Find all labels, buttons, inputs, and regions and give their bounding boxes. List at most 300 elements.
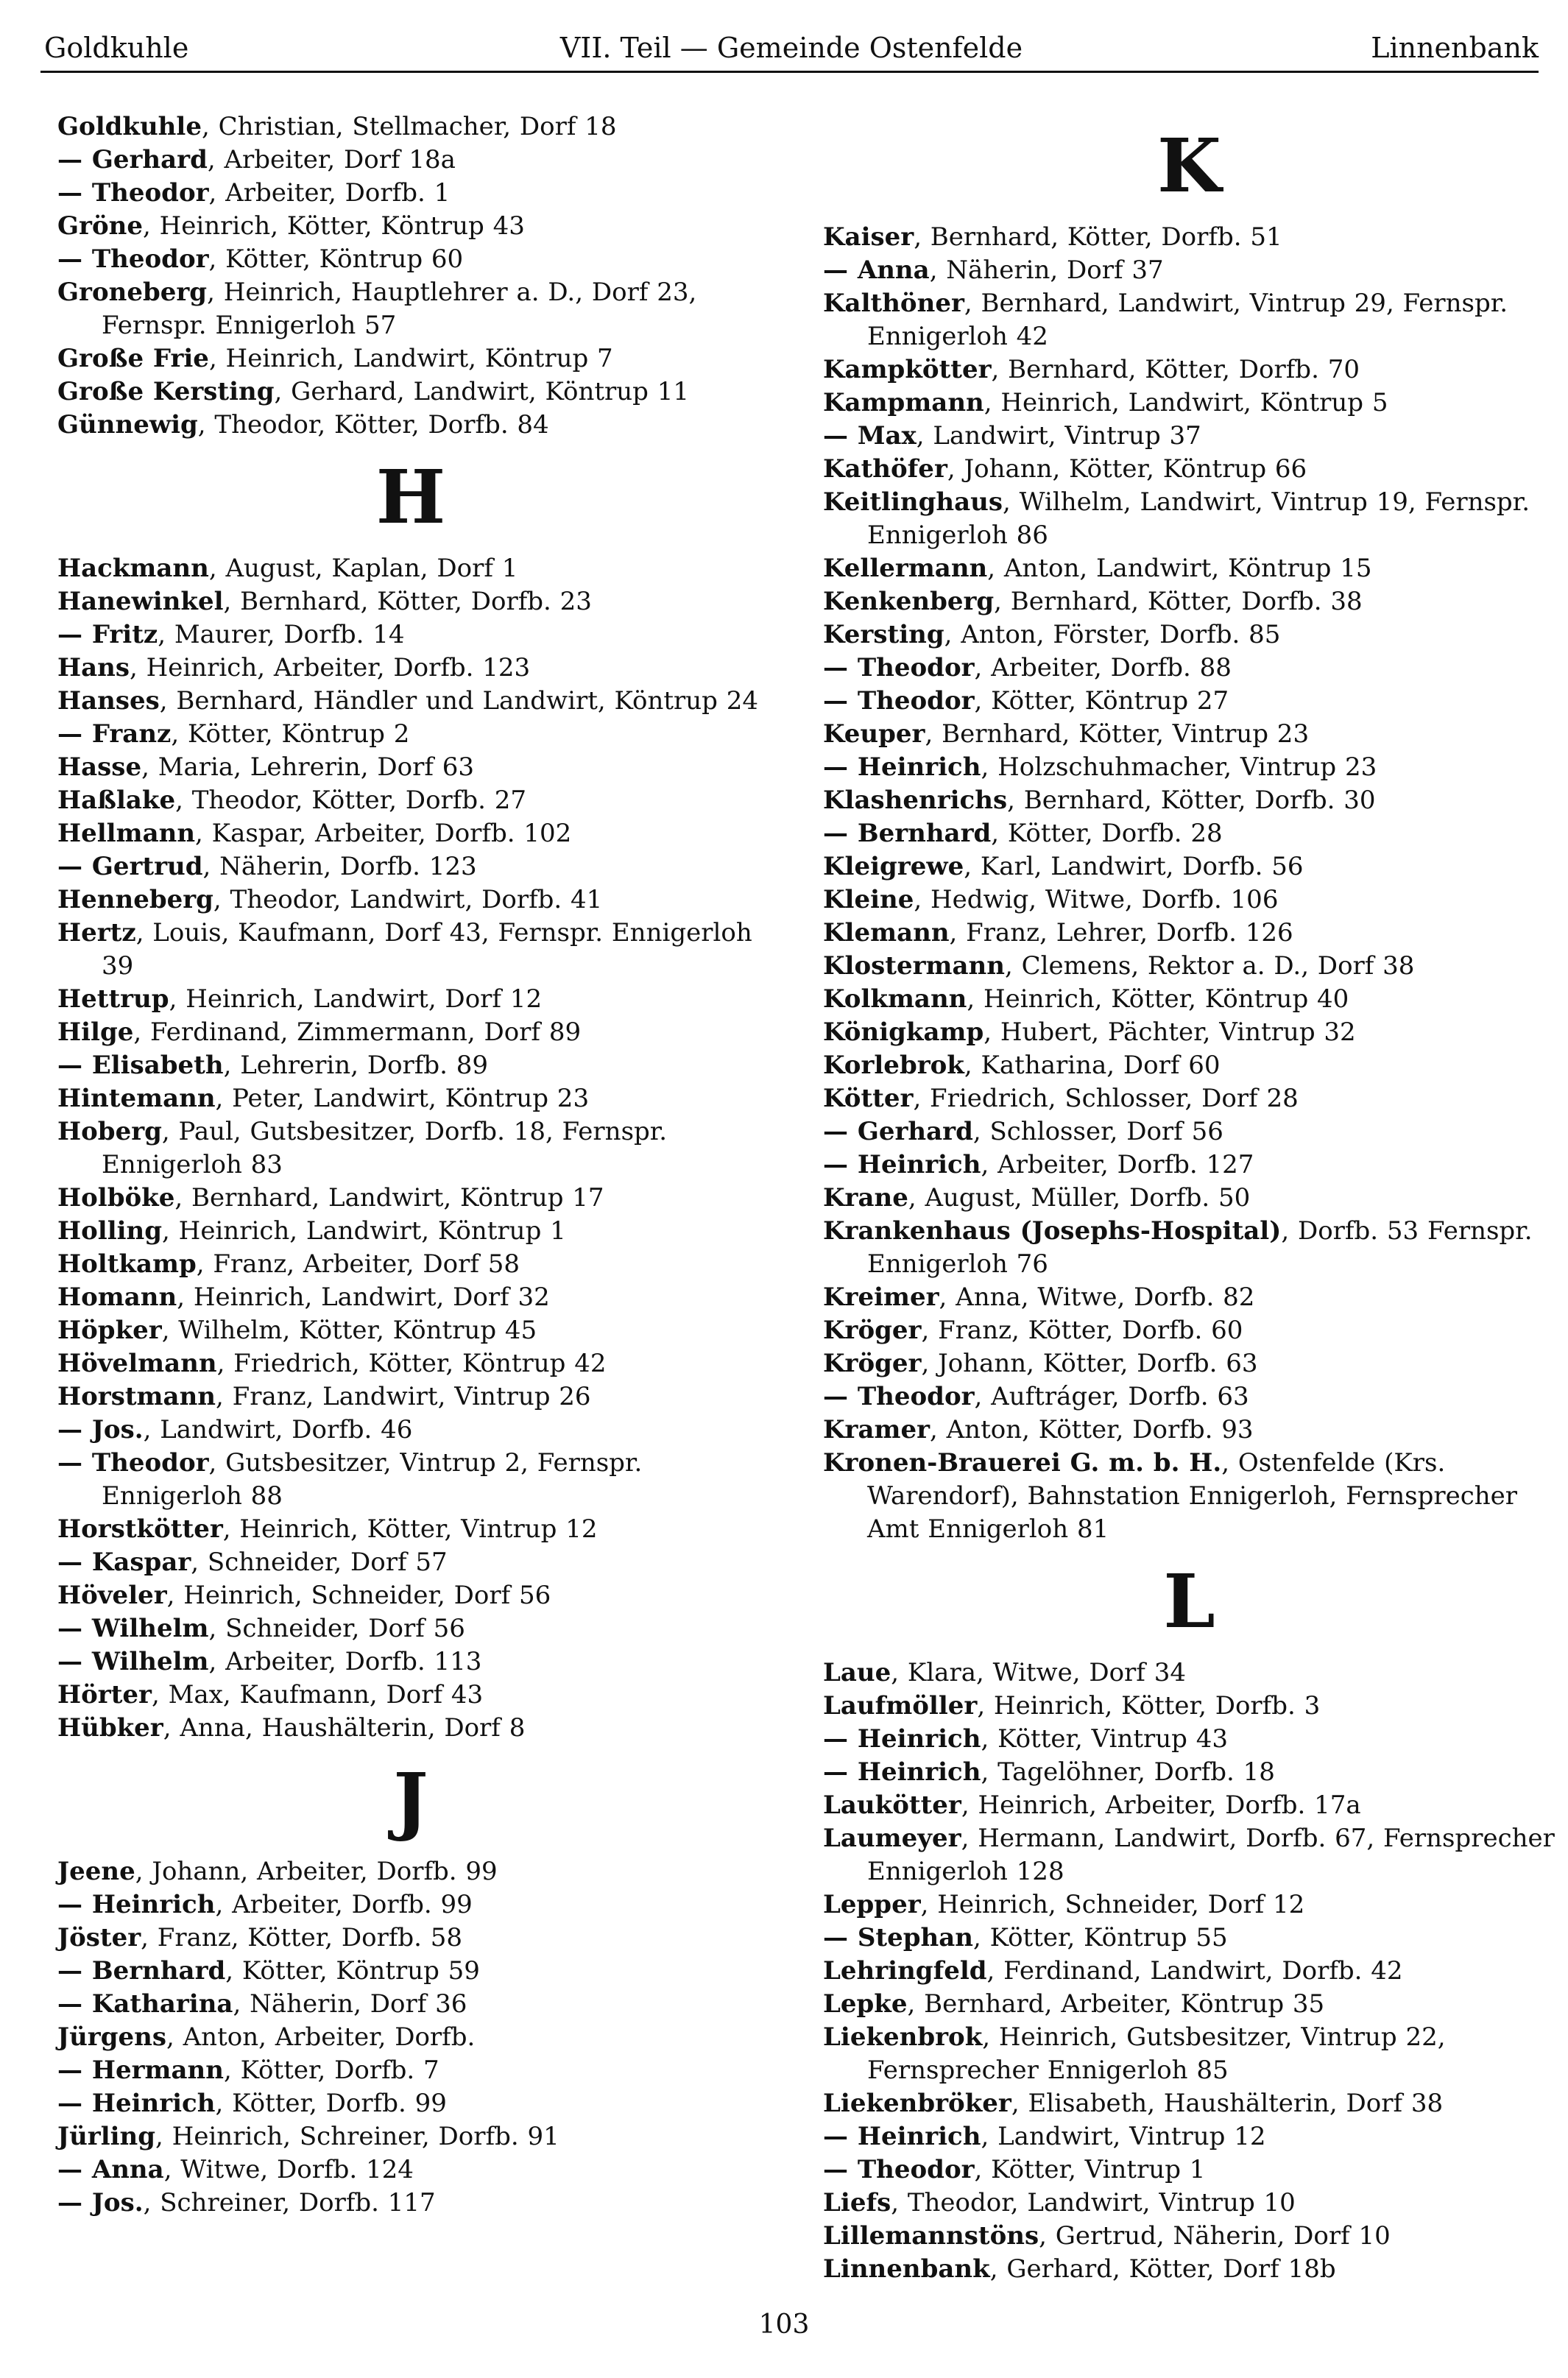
- entry-details: , Tagelöhner, Dorfb. 18: [981, 1757, 1275, 1787]
- entry-details: , Holzschuhmacher, Vintrup 23: [981, 752, 1377, 782]
- entry-surname: Henneberg: [57, 885, 213, 914]
- entry-surname: Kramer: [823, 1415, 930, 1444]
- entry-details: , Louis, Kaufmann, Dorf 43, Fernspr. Ennigerloh 39: [102, 918, 752, 981]
- directory-entry: [823, 1756, 1555, 1789]
- entry-details: , Bernhard, Kötter, Dorfb. 23: [223, 587, 592, 616]
- entry-details: , Näherin, Dorf 37: [929, 255, 1164, 285]
- entry-surname: — Bernhard: [823, 819, 992, 848]
- directory-entry: [823, 2253, 1555, 2286]
- directory-entry: [823, 2021, 1555, 2087]
- entry-details: , Heinrich, Kötter, Köntrup 40: [967, 984, 1349, 1014]
- entry-surname: Haßlake: [57, 786, 176, 815]
- entry-details: , Arbeiter, Dorfb. 113: [208, 1647, 482, 1676]
- entry-surname: Holling: [57, 1216, 163, 1246]
- entry-surname: — Theodor: [57, 1448, 209, 1478]
- header-section-title: VII. Teil — Gemeinde Ostenfelde: [559, 32, 1023, 64]
- entry-surname: Kleigrewe: [823, 852, 964, 881]
- entry-surname: Kröger: [823, 1316, 922, 1345]
- entry-details: , Dorfb. 53 Fernspr. Ennigerloh 76: [867, 1216, 1533, 1279]
- directory-entry: [57, 618, 764, 652]
- entry-surname: — Wilhelm: [57, 1614, 209, 1643]
- entry-surname: — Heinrich: [57, 1890, 216, 1919]
- entry-details: , Kötter, Vintrup 43: [981, 1724, 1229, 1754]
- directory-entry: [57, 1281, 764, 1314]
- entry-surname: Jeene: [57, 1857, 135, 1886]
- entry-surname: Günnewig: [57, 410, 198, 440]
- entry-surname: Kathöfer: [823, 454, 947, 484]
- directory-entry: [823, 2120, 1555, 2153]
- left-column: [57, 110, 764, 2220]
- directory-entry: [57, 1679, 764, 1712]
- entry-details: , Peter, Landwirt, Köntrup 23: [215, 1084, 590, 1113]
- entry-details: , Theodor, Landwirt, Vintrup 10: [891, 2188, 1296, 2218]
- entry-surname: Hövelmann: [57, 1349, 217, 1378]
- entry-surname: Große Kersting: [57, 377, 275, 406]
- directory-entry: [823, 453, 1555, 486]
- entry-details: , Kötter, Dorfb. 28: [991, 819, 1223, 848]
- entry-surname: — Heinrich: [823, 1757, 981, 1787]
- entry-surname: Hilge: [57, 1017, 134, 1047]
- directory-entry: [823, 751, 1555, 784]
- entry-surname: Kalthöner: [823, 289, 964, 318]
- directory-entry: [57, 110, 764, 144]
- directory-entry: [823, 1955, 1555, 1988]
- entry-details: , Gerhard, Kötter, Dorf 18b: [989, 2254, 1336, 2284]
- entry-surname: — Theodor: [823, 686, 975, 716]
- entry-details: , Ostenfelde (Krs. Warendorf), Bahnstation Ennigerloh, Fernsprecher Amt Ennigerloh 81: [867, 1448, 1518, 1544]
- directory-entry: [823, 1380, 1555, 1414]
- entry-details: , Heinrich, Landwirt, Köntrup 5: [983, 388, 1388, 417]
- entry-details: , Friedrich, Schlosser, Dorf 28: [913, 1084, 1299, 1113]
- directory-entry: [57, 2120, 764, 2153]
- entry-details: , Landwirt, Vintrup 12: [981, 2122, 1266, 2151]
- entry-surname: Goldkuhle: [57, 112, 202, 141]
- right-column: [823, 110, 1555, 2286]
- entry-surname: Gröne: [57, 211, 143, 241]
- entry-surname: Horstkötter: [57, 1514, 223, 1544]
- entry-surname: — Wilhelm: [57, 1647, 209, 1676]
- entry-surname: — Gertrud: [57, 852, 203, 881]
- entry-details: , Theodor, Kötter, Dorfb. 27: [175, 786, 527, 815]
- directory-entry: [57, 1579, 764, 1612]
- entry-details: , Klara, Witwe, Dorf 34: [891, 1658, 1186, 1687]
- entry-details: , Schneider, Dorf 56: [208, 1614, 465, 1643]
- entry-details: , Franz, Kötter, Dorfb. 58: [141, 1923, 463, 1952]
- entry-details: , Anna, Witwe, Dorfb. 82: [939, 1283, 1255, 1312]
- entry-surname: Groneberg: [57, 278, 208, 307]
- entry-details: , Franz, Landwirt, Vintrup 26: [216, 1382, 591, 1411]
- entry-surname: Keitlinghaus: [823, 487, 1003, 517]
- entry-surname: Linnenbank: [823, 2254, 990, 2284]
- entry-surname: Große Frie: [57, 344, 209, 373]
- entry-surname: Hanewinkel: [57, 587, 224, 616]
- directory-entry: [823, 917, 1555, 950]
- entry-surname: Höveler: [57, 1581, 167, 1610]
- entry-surname: Lehringfeld: [823, 1956, 987, 1986]
- entry-details: , Schreiner, Dorfb. 117: [143, 2188, 436, 2218]
- entry-surname: — Anna: [823, 255, 930, 285]
- directory-entry: [823, 1414, 1555, 1447]
- entry-details: , Katharina, Dorf 60: [964, 1051, 1221, 1080]
- entry-surname: Königkamp: [823, 1017, 984, 1047]
- entry-details: , Bernhard, Kötter, Dorfb. 38: [994, 587, 1363, 616]
- entry-details: , Wilhelm, Kötter, Köntrup 45: [161, 1316, 537, 1345]
- directory-entry: [57, 552, 764, 585]
- entry-details: , Auftráger, Dorfb. 63: [974, 1382, 1249, 1411]
- directory-entry: [823, 1149, 1555, 1182]
- directory-entry: [57, 585, 764, 618]
- section-letter: K: [1157, 122, 1221, 209]
- directory-entry: [57, 1712, 764, 1745]
- directory-entry: [57, 1888, 764, 1922]
- directory-entry: [823, 254, 1555, 287]
- entry-details: , Heinrich, Landwirt, Dorf 12: [169, 984, 543, 1014]
- page-number: 103: [758, 2310, 810, 2340]
- entry-details: , Heinrich, Kötter, Köntrup 43: [142, 211, 525, 241]
- entry-details: , Anton, Arbeiter, Dorfb.: [166, 2022, 476, 2052]
- entry-surname: — Heinrich: [57, 2089, 216, 2118]
- entry-details: , Christian, Stellmacher, Dorf 18: [201, 112, 617, 141]
- entry-details: , Johann, Kötter, Dorfb. 63: [921, 1349, 1258, 1378]
- directory-entry: [823, 287, 1555, 353]
- entry-surname: Kampmann: [823, 388, 984, 417]
- entry-surname: — Fritz: [57, 620, 158, 649]
- entry-details: , Heinrich, Arbeiter, Dorfb. 17a: [961, 1790, 1361, 1820]
- entry-surname: Höpker: [57, 1316, 162, 1345]
- entry-surname: Lepper: [823, 1890, 921, 1919]
- entry-details: , Franz, Kötter, Dorfb. 60: [921, 1316, 1243, 1345]
- entry-surname: — Theodor: [823, 1382, 975, 1411]
- entry-details: , Arbeiter, Dorfb. 88: [974, 653, 1232, 682]
- entry-surname: Hübker: [57, 1713, 163, 1743]
- entry-details: , Bernhard, Händler und Landwirt, Köntrup 24: [159, 686, 758, 716]
- entry-details: , Theodor, Kötter, Dorfb. 84: [197, 410, 549, 440]
- directory-entry: [57, 1414, 764, 1447]
- directory-entry: [57, 177, 764, 210]
- entry-details: , Arbeiter, Dorfb. 99: [215, 1890, 473, 1919]
- entry-surname: Lepke: [823, 1989, 908, 2019]
- entry-details: , Heinrich, Kötter, Vintrup 12: [222, 1514, 598, 1544]
- entry-surname: Kellermann: [823, 554, 988, 583]
- entry-surname: Kersting: [823, 620, 944, 649]
- directory-entry: [57, 652, 764, 685]
- entry-surname: Krankenhaus (Josephs-Hospital): [823, 1216, 1282, 1246]
- entry-surname: Jürgens: [57, 2022, 166, 2052]
- directory-entry: [823, 1690, 1555, 1723]
- entry-surname: Hans: [57, 653, 130, 682]
- entry-details: , Heinrich, Hauptlehrer a. D., Dorf 23, Fernspr. Ennigerloh 57: [102, 278, 697, 340]
- directory-entry: [57, 850, 764, 883]
- section-letter: H: [375, 454, 446, 540]
- directory-entry: [823, 486, 1555, 552]
- entry-details: , Franz, Lehrer, Dorfb. 126: [949, 918, 1293, 948]
- entry-surname: — Anna: [57, 2155, 164, 2184]
- entry-surname: Kleine: [823, 885, 914, 914]
- entry-surname: Hasse: [57, 752, 142, 782]
- entry-details: , Kötter, Dorfb. 99: [215, 2089, 447, 2118]
- entry-surname: Kampkötter: [823, 355, 992, 384]
- directory-entry: [823, 1723, 1555, 1756]
- entry-surname: Korlebrok: [823, 1051, 964, 1080]
- entry-details: , Kötter, Dorfb. 7: [223, 2056, 439, 2085]
- directory-entry: [823, 817, 1555, 850]
- entry-details: , Max, Kaufmann, Dorf 43: [151, 1680, 484, 1710]
- entry-details: , August, Müller, Dorfb. 50: [908, 1183, 1251, 1213]
- entry-surname: Hellmann: [57, 819, 196, 848]
- entry-surname: Laukötter: [823, 1790, 961, 1820]
- entry-surname: — Heinrich: [823, 2122, 981, 2151]
- entry-surname: Hertz: [57, 918, 136, 948]
- directory-entry: [57, 983, 764, 1016]
- directory-entry: [823, 685, 1555, 718]
- entry-details: , Schlosser, Dorf 56: [972, 1117, 1223, 1146]
- entry-details: , Hermann, Landwirt, Dorfb. 67, Fernsprecher Ennigerloh 128: [867, 1824, 1555, 1886]
- entry-details: , Heinrich, Schreiner, Dorfb. 91: [155, 2122, 559, 2151]
- entry-details: , Johann, Arbeiter, Dorfb. 99: [135, 1857, 498, 1886]
- directory-entry: [57, 375, 764, 409]
- directory-entry: [823, 1822, 1555, 1888]
- directory-entry: [57, 342, 764, 375]
- directory-entry: [57, 1955, 764, 1988]
- header-first-name: Goldkuhle: [44, 32, 189, 64]
- entry-surname: Hettrup: [57, 984, 169, 1014]
- directory-entry: [823, 1115, 1555, 1149]
- directory-entry: [823, 652, 1555, 685]
- directory-entry: [823, 1922, 1555, 1955]
- directory-entry: [823, 784, 1555, 817]
- entry-surname: — Theodor: [823, 653, 975, 682]
- entry-surname: Lillemannstöns: [823, 2221, 1039, 2251]
- entry-surname: Kolkmann: [823, 984, 967, 1014]
- directory-entry: [57, 276, 764, 342]
- entry-details: , Kötter, Köntrup 60: [208, 244, 464, 274]
- entry-surname: — Hermann: [57, 2056, 224, 2085]
- directory-entry: [823, 2187, 1555, 2220]
- directory-entry: [823, 883, 1555, 917]
- entry-surname: Jürling: [57, 2122, 156, 2151]
- entry-details: , Witwe, Dorfb. 124: [163, 2155, 414, 2184]
- directory-entry: [57, 1314, 764, 1347]
- entry-surname: — Franz: [57, 719, 172, 749]
- entry-details: , Theodor, Landwirt, Dorfb. 41: [213, 885, 603, 914]
- entry-details: , Näherin, Dorf 36: [233, 1989, 467, 2019]
- entry-details: , Kötter, Vintrup 1: [974, 2155, 1206, 2184]
- entry-surname: Jöster: [57, 1923, 141, 1952]
- entry-surname: Klashenrichs: [823, 786, 1008, 815]
- entry-details: , Kötter, Köntrup 2: [171, 719, 410, 749]
- directory-entry: [57, 409, 764, 442]
- directory-entry: [57, 1447, 764, 1513]
- entry-surname: Kronen-Brauerei G. m. b. H.: [823, 1448, 1222, 1478]
- entry-details: , Arbeiter, Dorf 18a: [207, 145, 456, 174]
- entry-details: , Kötter, Köntrup 27: [974, 686, 1229, 716]
- directory-entry: [57, 1347, 764, 1380]
- entry-surname: Horstmann: [57, 1382, 216, 1411]
- directory-entry: [57, 817, 764, 850]
- directory-entry: [57, 2187, 764, 2220]
- directory-entry: [823, 221, 1555, 254]
- directory-entry: [57, 1115, 764, 1182]
- directory-entry: [57, 1546, 764, 1579]
- entry-details: , Hedwig, Witwe, Dorfb. 106: [914, 885, 1279, 914]
- directory-entry: [823, 618, 1555, 652]
- directory-entry: [823, 1314, 1555, 1347]
- entry-details: , Bernhard, Kötter, Dorfb. 70: [991, 355, 1360, 384]
- entry-surname: — Stephan: [823, 1923, 973, 1952]
- directory-entry: [57, 1049, 764, 1082]
- directory-entry: [57, 210, 764, 243]
- directory-entry: [823, 1447, 1555, 1546]
- directory-entry: [57, 144, 764, 177]
- entry-surname: Holtkamp: [57, 1249, 197, 1279]
- entry-details: , Paul, Gutsbesitzer, Dorfb. 18, Fernspr. Ennigerloh 83: [102, 1117, 668, 1179]
- entry-details: , Ferdinand, Zimmermann, Dorf 89: [133, 1017, 582, 1047]
- entry-details: , Hubert, Pächter, Vintrup 32: [983, 1017, 1356, 1047]
- entry-details: , Johann, Kötter, Köntrup 66: [947, 454, 1307, 484]
- directory-entry: [57, 1248, 764, 1281]
- directory-entry: [57, 1215, 764, 1248]
- entry-surname: Klostermann: [823, 951, 1005, 981]
- entry-surname: Keuper: [823, 719, 925, 749]
- entry-surname: — Heinrich: [823, 1150, 981, 1179]
- entry-surname: — Theodor: [823, 2155, 975, 2184]
- entry-details: , August, Kaplan, Dorf 1: [208, 554, 518, 583]
- entry-details: , Heinrich, Arbeiter, Dorfb. 123: [130, 653, 531, 682]
- directory-entry: [823, 2220, 1555, 2253]
- directory-entry: [57, 243, 764, 276]
- header-last-name: Linnenbank: [1371, 32, 1539, 64]
- directory-entry: [57, 1612, 764, 1645]
- directory-entry: [57, 1988, 764, 2021]
- entry-surname: — Katharina: [57, 1989, 233, 2019]
- entry-surname: Klemann: [823, 918, 950, 948]
- entry-details: , Clemens, Rektor a. D., Dorf 38: [1004, 951, 1415, 981]
- directory-entry: [823, 1888, 1555, 1922]
- section-letter: L: [1163, 1558, 1215, 1645]
- directory-entry: [823, 850, 1555, 883]
- entry-surname: Liekenbröker: [823, 2089, 1011, 2118]
- page-header: [44, 29, 1539, 66]
- entry-details: , Karl, Landwirt, Dorfb. 56: [964, 852, 1304, 881]
- entry-details: , Arbeiter, Dorfb. 127: [981, 1150, 1254, 1179]
- entry-details: , Gertrud, Näherin, Dorf 10: [1039, 2221, 1391, 2251]
- entry-surname: Holböke: [57, 1183, 175, 1213]
- entry-details: , Näherin, Dorfb. 123: [202, 852, 477, 881]
- entry-surname: Hoberg: [57, 1117, 162, 1146]
- entry-surname: — Max: [823, 421, 917, 451]
- directory-entry: [57, 2153, 764, 2187]
- directory-entry: [823, 983, 1555, 1016]
- entry-details: , Gerhard, Landwirt, Köntrup 11: [274, 377, 690, 406]
- directory-entry: [57, 1922, 764, 1955]
- entry-details: , Bernhard, Landwirt, Köntrup 17: [174, 1183, 604, 1213]
- directory-entry: [57, 2087, 764, 2120]
- entry-surname: — Theodor: [57, 178, 209, 208]
- entry-details: , Heinrich, Landwirt, Köntrup 7: [208, 344, 613, 373]
- entry-surname: Kaiser: [823, 222, 914, 252]
- entry-details: , Lehrerin, Dorfb. 89: [223, 1051, 489, 1080]
- header-divider: [40, 71, 1539, 73]
- entry-surname: Kröger: [823, 1349, 922, 1378]
- entry-details: , Bernhard, Kötter, Vintrup 23: [925, 719, 1310, 749]
- entry-surname: Liekenbrok: [823, 2022, 983, 2052]
- entry-details: , Elisabeth, Haushälterin, Dorf 38: [1011, 2089, 1444, 2118]
- entry-surname: Hackmann: [57, 554, 209, 583]
- directory-entry: [57, 1380, 764, 1414]
- directory-entry: [823, 420, 1555, 453]
- entry-surname: Liefs: [823, 2188, 891, 2218]
- entry-details: , Arbeiter, Dorfb. 1: [208, 178, 451, 208]
- entry-surname: Kenkenberg: [823, 587, 995, 616]
- directory-entry: [823, 552, 1555, 585]
- entry-details: , Heinrich, Gutsbesitzer, Vintrup 22, Fernsprecher Ennigerloh 85: [867, 2022, 1446, 2085]
- directory-entry: [823, 2087, 1555, 2120]
- entry-details: , Bernhard, Kötter, Dorfb. 51: [914, 222, 1282, 252]
- entry-details: , Anton, Kötter, Dorfb. 93: [930, 1415, 1254, 1444]
- directory-entry: [823, 1789, 1555, 1822]
- entry-surname: Homann: [57, 1283, 177, 1312]
- directory-entry: [823, 1347, 1555, 1380]
- directory-entry: [57, 718, 764, 751]
- directory-entry: [823, 585, 1555, 618]
- directory-entry: [57, 1082, 764, 1115]
- directory-entry: [57, 1645, 764, 1679]
- entry-details: , Friedrich, Kötter, Köntrup 42: [216, 1349, 607, 1378]
- entry-surname: Krane: [823, 1183, 908, 1213]
- entry-details: , Kötter, Köntrup 55: [972, 1923, 1228, 1952]
- entry-details: , Kaspar, Arbeiter, Dorfb. 102: [195, 819, 572, 848]
- directory-entry: [823, 1281, 1555, 1314]
- directory-entry: [57, 784, 764, 817]
- entry-details: , Heinrich, Landwirt, Köntrup 1: [162, 1216, 566, 1246]
- directory-entry: [823, 950, 1555, 983]
- directory-entry: [823, 1016, 1555, 1049]
- entry-surname: Kreimer: [823, 1283, 939, 1312]
- entry-surname: Laue: [823, 1658, 891, 1687]
- entry-surname: Laufmöller: [823, 1691, 978, 1721]
- entry-details: , Kötter, Köntrup 59: [225, 1956, 480, 1986]
- entry-surname: Hörter: [57, 1680, 152, 1710]
- entry-details: , Schneider, Dorf 57: [191, 1548, 448, 1577]
- directory-entry: [57, 917, 764, 983]
- directory-entry: [823, 1049, 1555, 1082]
- directory-entry: [823, 387, 1555, 420]
- directory-entry: [57, 883, 764, 917]
- entry-surname: — Bernhard: [57, 1956, 226, 1986]
- entry-details: , Wilhelm, Landwirt, Vintrup 19, Fernspr. Ennigerloh 86: [867, 487, 1530, 550]
- directory-entry: [57, 2054, 764, 2087]
- directory-entry: [57, 1513, 764, 1546]
- entry-surname: — Kaspar: [57, 1548, 191, 1577]
- directory-entry: [823, 718, 1555, 751]
- entry-details: , Franz, Arbeiter, Dorf 58: [196, 1249, 520, 1279]
- entry-surname: — Jos.: [57, 1415, 144, 1444]
- entry-surname: Laumeyer: [823, 1824, 961, 1853]
- entry-surname: — Jos.: [57, 2188, 144, 2218]
- directory-entry: [57, 2021, 764, 2054]
- directory-entry: [57, 751, 764, 784]
- entry-details: , Landwirt, Vintrup 37: [916, 421, 1201, 451]
- entry-details: , Anna, Haushälterin, Dorf 8: [163, 1713, 526, 1743]
- entry-surname: Kötter: [823, 1084, 914, 1113]
- entry-details: , Maria, Lehrerin, Dorf 63: [141, 752, 475, 782]
- directory-entry: [57, 1182, 764, 1215]
- entry-details: , Anton, Förster, Dorfb. 85: [944, 620, 1281, 649]
- directory-entry: [823, 1082, 1555, 1115]
- entry-details: , Ferdinand, Landwirt, Dorfb. 42: [986, 1956, 1403, 1986]
- directory-entry: [823, 353, 1555, 387]
- entry-details: , Heinrich, Landwirt, Dorf 32: [177, 1283, 550, 1312]
